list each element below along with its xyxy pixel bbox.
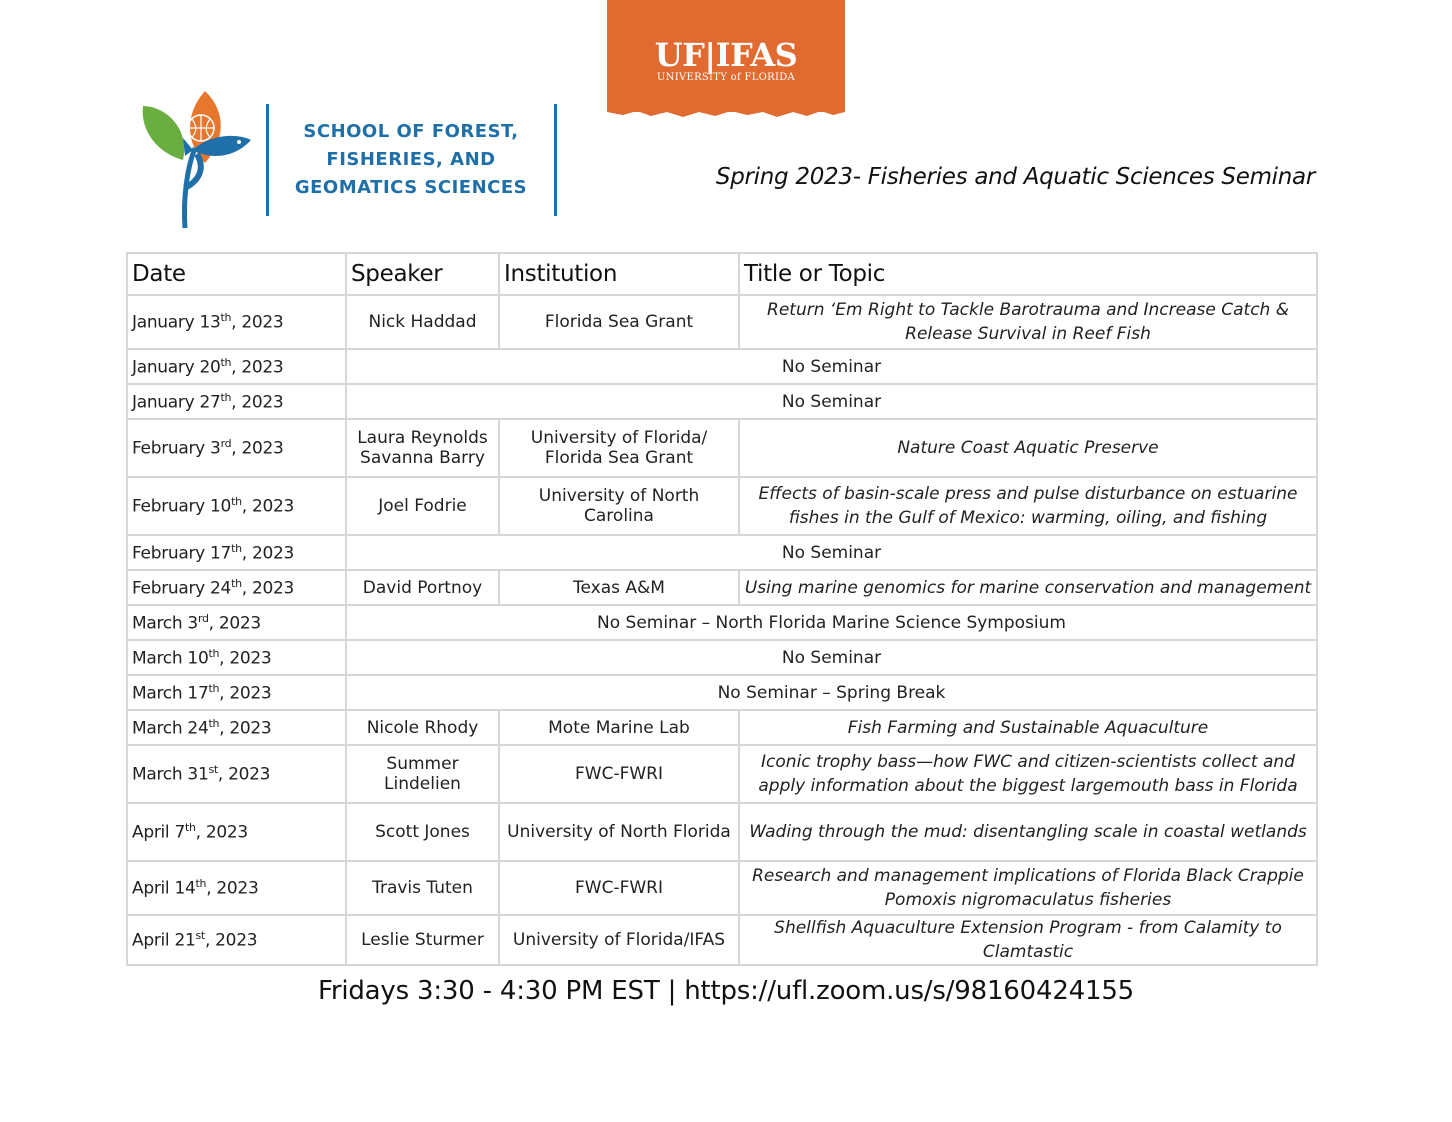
header-date: Date <box>127 253 346 295</box>
institution-cell: Mote Marine Lab <box>499 710 739 745</box>
topic-cell: Effects of basin-scale press and pulse disturbance on estuarine fishes in the Gulf of Mexico: warming, oiling, and fishing <box>739 477 1317 535</box>
date-cell: March 17th, 2023 <box>127 675 346 710</box>
table-header-row <box>127 253 1317 295</box>
header-speaker: Speaker <box>346 253 499 295</box>
table-row <box>127 640 1317 675</box>
speaker-cell: Summer Lindelien <box>346 745 499 803</box>
seminar-title: Spring 2023- Fisheries and Aquatic Sciences Seminar <box>715 164 1315 190</box>
no-seminar-cell: No Seminar <box>346 535 1317 570</box>
table-row <box>127 419 1317 477</box>
table-row <box>127 349 1317 384</box>
table-row <box>127 675 1317 710</box>
topic-cell: Nature Coast Aquatic Preserve <box>739 419 1317 477</box>
table-row <box>127 605 1317 640</box>
institution-cell: FWC-FWRI <box>499 861 739 915</box>
speaker-cell: Nicole Rhody <box>346 710 499 745</box>
table-row <box>127 570 1317 605</box>
no-seminar-cell: No Seminar – North Florida Marine Science Symposium <box>346 605 1317 640</box>
table-row <box>127 745 1317 803</box>
school-divider-right <box>554 104 557 216</box>
table-row <box>127 384 1317 419</box>
date-cell: March 24th, 2023 <box>127 710 346 745</box>
speaker-cell: David Portnoy <box>346 570 499 605</box>
school-name <box>272 118 550 202</box>
no-seminar-cell: No Seminar <box>346 384 1317 419</box>
footer-meeting-info: Fridays 3:30 - 4:30 PM EST | https://ufl.zoom.us/s/98160424155 <box>317 976 1135 1006</box>
school-name-line-2: FISHERIES, AND <box>326 149 496 170</box>
institution-cell: Florida Sea Grant <box>499 295 739 349</box>
school-name-line-1: SCHOOL OF FOREST, <box>303 121 519 142</box>
table-row <box>127 477 1317 535</box>
ifas-banner <box>607 0 845 112</box>
date-cell: March 10th, 2023 <box>127 640 346 675</box>
date-cell: January 20th, 2023 <box>127 349 346 384</box>
institution-cell: University of Florida/IFAS <box>499 915 739 965</box>
speaker-cell: Joel Fodrie <box>346 477 499 535</box>
date-cell: March 3rd, 2023 <box>127 605 346 640</box>
topic-cell: Shellfish Aquaculture Extension Program - from Calamity to Clamtastic <box>739 915 1317 965</box>
institution-cell: FWC-FWRI <box>499 745 739 803</box>
speaker-cell: Nick Haddad <box>346 295 499 349</box>
date-cell: February 17th, 2023 <box>127 535 346 570</box>
banner-torn-edge <box>607 106 845 120</box>
date-cell: March 31st, 2023 <box>127 745 346 803</box>
topic-cell: Wading through the mud: disentangling scale in coastal wetlands <box>739 803 1317 861</box>
speaker-cell: Travis Tuten <box>346 861 499 915</box>
ifas-logo: UF|IFAS <box>654 36 798 74</box>
school-name-line-3: GEOMATICS SCIENCES <box>294 177 528 198</box>
no-seminar-cell: No Seminar <box>346 640 1317 675</box>
topic-cell: Return ‘Em Right to Tackle Barotrauma and Increase Catch & Release Survival in Reef Fish <box>739 295 1317 349</box>
ifas-subtitle: UNIVERSITY of FLORIDA <box>656 72 796 83</box>
institution-cell: University of North Carolina <box>499 477 739 535</box>
date-cell: April 21st, 2023 <box>127 915 346 965</box>
school-logo-icon <box>135 88 255 233</box>
date-cell: February 3rd, 2023 <box>127 419 346 477</box>
date-cell: January 27th, 2023 <box>127 384 346 419</box>
date-cell: January 13th, 2023 <box>127 295 346 349</box>
header-institution: Institution <box>499 253 739 295</box>
date-cell: April 14th, 2023 <box>127 861 346 915</box>
table-row <box>127 295 1317 349</box>
topic-cell: Iconic trophy bass—how FWC and citizen-scientists collect and apply information about the biggest largemouth bass in Florida <box>739 745 1317 803</box>
no-seminar-cell: No Seminar – Spring Break <box>346 675 1317 710</box>
table-row <box>127 710 1317 745</box>
topic-cell: Using marine genomics for marine conservation and management <box>739 570 1317 605</box>
school-divider-left <box>266 104 269 216</box>
table-row <box>127 803 1317 861</box>
header-topic: Title or Topic <box>739 253 1317 295</box>
table-row <box>127 861 1317 915</box>
institution-cell: University of Florida/ Florida Sea Grant <box>499 419 739 477</box>
date-cell: February 24th, 2023 <box>127 570 346 605</box>
speaker-cell: Laura Reynolds Savanna Barry <box>346 419 499 477</box>
institution-cell: University of North Florida <box>499 803 739 861</box>
table-row <box>127 535 1317 570</box>
speaker-cell: Leslie Sturmer <box>346 915 499 965</box>
seminar-schedule-table <box>126 252 1318 966</box>
date-cell: April 7th, 2023 <box>127 803 346 861</box>
institution-cell: Texas A&M <box>499 570 739 605</box>
speaker-cell: Scott Jones <box>346 803 499 861</box>
topic-cell: Fish Farming and Sustainable Aquaculture <box>739 710 1317 745</box>
no-seminar-cell: No Seminar <box>346 349 1317 384</box>
topic-cell: Research and management implications of Florida Black Crappie Pomoxis nigromaculatus fisheries <box>739 861 1317 915</box>
table-row <box>127 915 1317 965</box>
date-cell: February 10th, 2023 <box>127 477 346 535</box>
